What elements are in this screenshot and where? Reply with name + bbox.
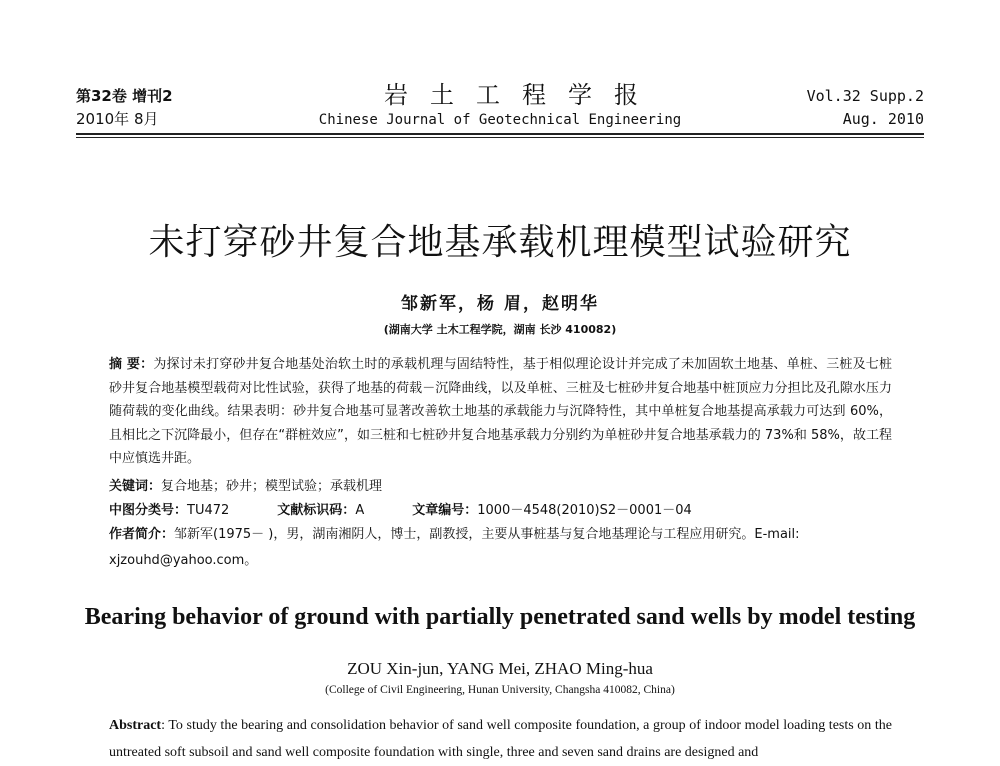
keywords-text: 复合地基；砂井；模型试验；承载机理: [161, 479, 383, 494]
journal-name-en: Chinese Journal of Geotechnical Engineering: [318, 112, 682, 128]
articleno-value: 1000－4548(2010)S2－0001－04: [477, 503, 692, 518]
abstract-cn: [109, 353, 892, 471]
doccode-label: 文献标识码：: [277, 503, 356, 518]
articleno-label: 文章编号：: [412, 503, 478, 518]
bio-label: 作者简介：: [109, 527, 175, 542]
abstract-en: [109, 712, 892, 766]
journal-name-cn: 岩土工程学报: [384, 81, 660, 109]
article-title-en: Bearing behavior of ground with partially penetrated sand wells by model testing: [84, 604, 916, 630]
header-rule-thin: [76, 137, 924, 138]
abstract-cn-text: 为探讨未打穿砂井复合地基处治软土时的承载机理与固结特性，基于相似理论设计并完成了未加固软土地基、单桩、三桩及七桩砂井复合地基模型载荷对比性试验，获得了地基的荷载－沉降曲线，以及单桩、三桩及七桩砂井复合地基中桩顶应力分担比及孔隙水压力随荷载的变化曲线。结果表明：砂井复合地基可显著改善软土地基的承载能力与沉降特性，其中单桩复合地基提高承载力可达到 60%，且相比之下沉降最小，但存在“群桩效应”，如三桩和七桩砂井复合地基承载力分别约为单桩砂井复合地基承载力的 73%和 58%，故工程中应慎选井距。: [109, 357, 892, 467]
header-rule-thick: [76, 133, 924, 135]
bio-text: 邹新军(1975－ )，男，湖南湘阴人，博士，副教授，主要从事桩基与复合地基理论与工程应用研究。E-mail:: [174, 527, 800, 542]
affiliation-en: (College of Civil Engineering, Hunan University, Changsha 410082, China): [325, 684, 675, 696]
volume-issue-en: Vol.32 Supp.2: [806, 87, 924, 105]
abstract-en-label: Abstract: [109, 718, 162, 733]
authors-en: ZOU Xin-jun, YANG Mei, ZHAO Ming-hua: [347, 659, 653, 678]
author-email: xjzouhd@yahoo.com。: [109, 553, 258, 568]
article-title-cn: 未打穿砂井复合地基承载机理模型试验研究: [148, 222, 852, 263]
keywords-cn: [109, 477, 892, 497]
author-bio: [109, 525, 892, 545]
class-label: 中图分类号：: [109, 503, 188, 518]
abstract-en-text: : To study the bearing and consolidation behavior of sand well composite foundation, a group of indoor model loading tests on the untreated soft subsoil and sand well composite foundation with single, three and seven sand drains are designed and: [109, 718, 892, 760]
date-en: Aug. 2010: [842, 110, 924, 128]
classification-line: [109, 501, 892, 521]
abstract-cn-label: 摘 要：: [109, 357, 154, 372]
class-value: TU472: [187, 503, 230, 518]
keywords-label: 关键词：: [109, 479, 162, 494]
doccode-value: A: [355, 503, 365, 518]
date-cn: 2010年 8月: [76, 110, 159, 128]
affiliation-cn: (湖南大学 土木工程学院，湖南 长沙 410082): [383, 323, 617, 336]
authors-cn: 邹新军，杨 眉，赵明华: [401, 294, 599, 314]
volume-issue-cn: 第32卷 增刊2: [76, 87, 173, 105]
